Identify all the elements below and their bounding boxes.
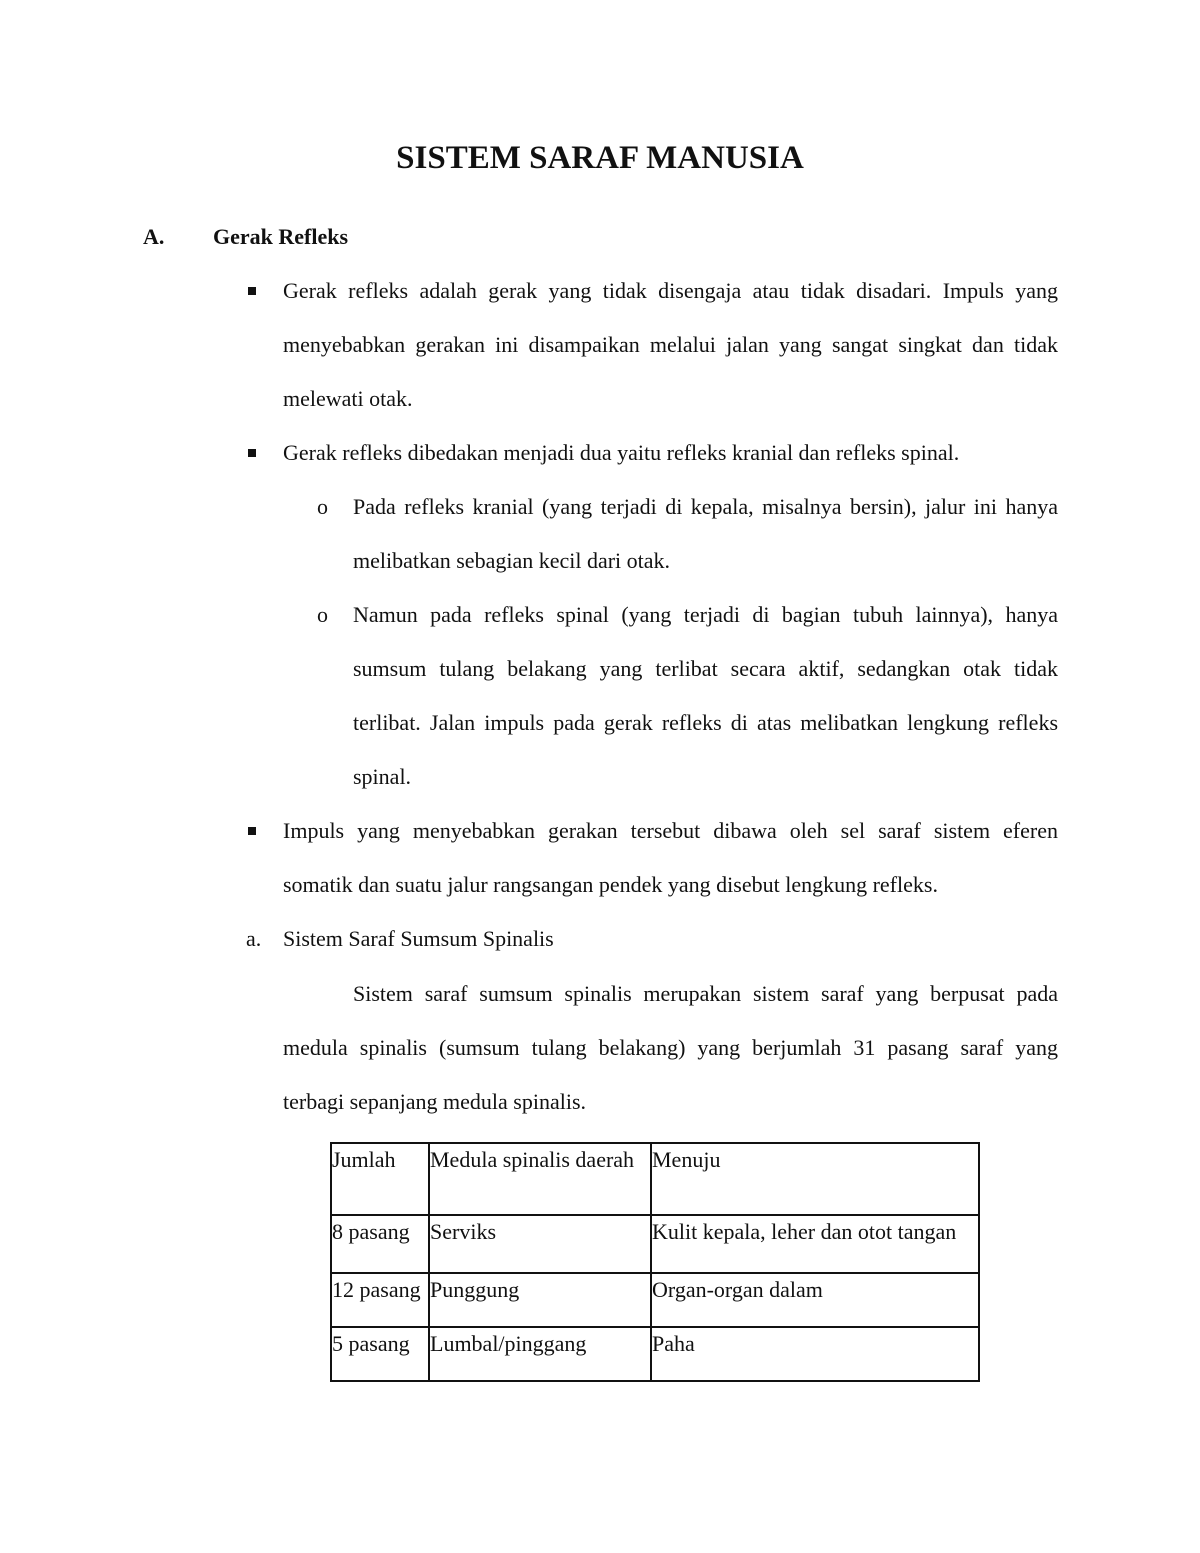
circle-bullet-icon: o <box>317 602 328 627</box>
bullet-2-line-1: Gerak refleks dibedakan menjadi dua yaitu refleks kranial dan refleks spinal. <box>283 440 960 465</box>
table-row <box>331 1327 979 1381</box>
table-cell: Kulit kepala, leher dan otot tangan <box>651 1215 979 1273</box>
table-cell: Lumbal/pinggang <box>429 1327 651 1381</box>
sub-bullet-1-line-1: Pada refleks kranial (yang terjadi di kepala, misalnya bersin), jalur ini hanya <box>353 494 1058 519</box>
table-row <box>331 1215 979 1273</box>
sub-bullet-2-line-2: sumsum tulang belakang yang terlibat secara aktif, sedangkan otak tidak <box>353 656 1058 681</box>
sub-bullet-2-line-1: Namun pada refleks spinal (yang terjadi di bagian tubuh lainnya), hanya <box>353 602 1058 627</box>
table-header-cell: Jumlah <box>331 1143 429 1215</box>
table-cell: Serviks <box>429 1215 651 1273</box>
table-header-cell: Medula spinalis daerah <box>429 1143 651 1215</box>
table-header-row <box>331 1143 979 1215</box>
bullet-1-line-1: Gerak refleks adalah gerak yang tidak disengaja atau tidak disadari. Impuls yang <box>283 278 1058 303</box>
bullet-3-line-2: somatik dan suatu jalur rangsangan pendek yang disebut lengkung refleks. <box>283 872 938 897</box>
subsection-paragraph-line-1: Sistem saraf sumsum spinalis merupakan sistem saraf yang berpusat pada <box>353 981 1058 1006</box>
sub-bullet-2-line-4: spinal. <box>353 764 412 789</box>
bullet-1-line-3: melewati otak. <box>283 386 413 411</box>
subsection-heading: Sistem Saraf Sumsum Spinalis <box>283 926 554 951</box>
square-bullet-icon <box>248 287 256 295</box>
table-cell: Paha <box>651 1327 979 1381</box>
sub-bullet-1-line-2: melibatkan sebagian kecil dari otak. <box>353 548 671 573</box>
table-cell: 12 pasang <box>331 1273 429 1327</box>
square-bullet-icon <box>248 449 256 457</box>
section-letter: A. <box>143 224 165 249</box>
bullet-3-line-1: Impuls yang menyebabkan gerakan tersebut dibawa oleh sel saraf sistem eferen <box>283 818 1058 843</box>
section-heading: Gerak Refleks <box>213 224 349 249</box>
square-bullet-icon <box>248 827 256 835</box>
table-cell: Organ-organ dalam <box>651 1273 979 1327</box>
table-row <box>331 1273 979 1327</box>
spinal-nerves-table <box>330 1142 980 1382</box>
table-cell: Punggung <box>429 1273 651 1327</box>
subsection-paragraph-line-3: terbagi sepanjang medula spinalis. <box>283 1089 587 1114</box>
sub-bullet-2-line-3: terlibat. Jalan impuls pada gerak refleks di atas melibatkan lengkung refleks <box>353 710 1058 735</box>
subsection-paragraph-line-2: medula spinalis (sumsum tulang belakang) yang berjumlah 31 pasang saraf yang <box>283 1035 1058 1060</box>
document-title: SISTEM SARAF MANUSIA <box>396 140 804 176</box>
table-cell: 8 pasang <box>331 1215 429 1273</box>
circle-bullet-icon: o <box>317 494 328 519</box>
subsection-marker: a. <box>246 926 262 951</box>
table-header-cell: Menuju <box>651 1143 979 1215</box>
table-cell: 5 pasang <box>331 1327 429 1381</box>
bullet-1-line-2: menyebabkan gerakan ini disampaikan melalui jalan yang sangat singkat dan tidak <box>283 332 1058 357</box>
